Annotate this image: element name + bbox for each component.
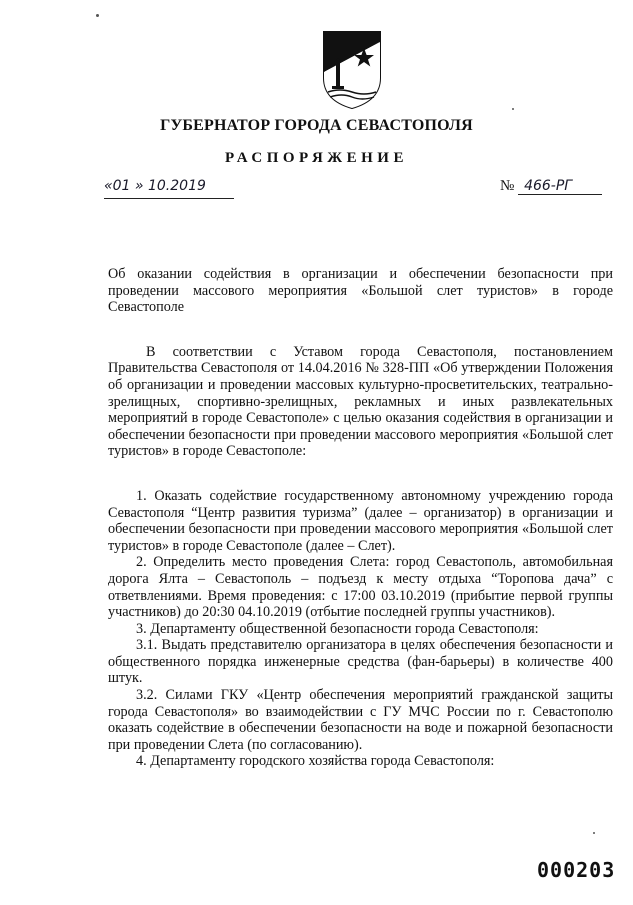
document-date: «01 » 10.2019 (104, 178, 234, 199)
order-item: 2. Определить место проведения Слета: город Севастополь, автомобильная дорога Ялта – Севастополь – подъезд к месту отдыха “Торопова дача” с ответвлениями. Время проведения: с 17:00 03.10.2019 (прибытие первой группы участников) до 20:30 04.10.2019 (отбытие последней группы участников). (108, 554, 613, 621)
order-item: 3. Департаменту общественной безопасности города Севастополя: (136, 620, 539, 637)
serial-number: 000203 (537, 858, 616, 882)
order-item: 3.1. Выдать представителю организатора в целях обеспечения безопасности и общественного порядка инженерные средства (фан-барьеры) в количестве 400 штук. (108, 637, 613, 687)
order-item: 3.2. Силами ГКУ «Центр обеспечения мероприятий гражданской защиты города Севастополя» во взаимодействии с ГУ МЧС России по г. Севастополю оказать содействие в обеспечении безопасности на воде и пожарной безопасности при проведении Слета (по согласованию). (108, 687, 613, 753)
number-sign-label: № (500, 178, 515, 194)
number-value: 466-РГ (518, 178, 602, 195)
order-item: 1. Оказать содействие государственному автономному учреждению города Севастополя “Центр развития туризма” (далее – организатор) в организации и обеспечении безопасности при проведении массового мероприятия «Большой слет туристов» в городе Севастополе (далее – Слет). (108, 487, 613, 554)
scan-speck (512, 108, 514, 110)
issuing-authority: ГУБЕРНАТОР ГОРОДА СЕВАСТОПОЛЯ (160, 117, 473, 134)
order-item: 4. Департаменту городского хозяйства города Севастополя: (136, 753, 495, 770)
scan-speck (593, 832, 595, 834)
scan-speck (96, 14, 99, 17)
document-subject: Об оказании содействия в организации и обеспечении безопасности при проведении массового мероприятия «Большой слет туристов» в городе Севастополе (108, 266, 613, 316)
document-type: РАСПОРЯЖЕНИЕ (225, 150, 408, 166)
document-body (108, 266, 613, 770)
preamble-paragraph: В соответствии с Уставом города Севастополя, постановлением Правительства Севастополя от 14.04.2016 № 328-ПП «Об утверждении Положения об организации и проведении массовых культурно-просветительских, театрально-зрелищных, спортивно-зрелищных, рекламных и иных развлекательных мероприятий в городе Севастополе» с целью оказания содействия в организации и обеспечении безопасности при проведении массового мероприятия «Большой слет туристов» в городе Севастополе: (108, 343, 613, 460)
document-number (500, 178, 602, 198)
coat-of-arms-icon (320, 28, 384, 110)
